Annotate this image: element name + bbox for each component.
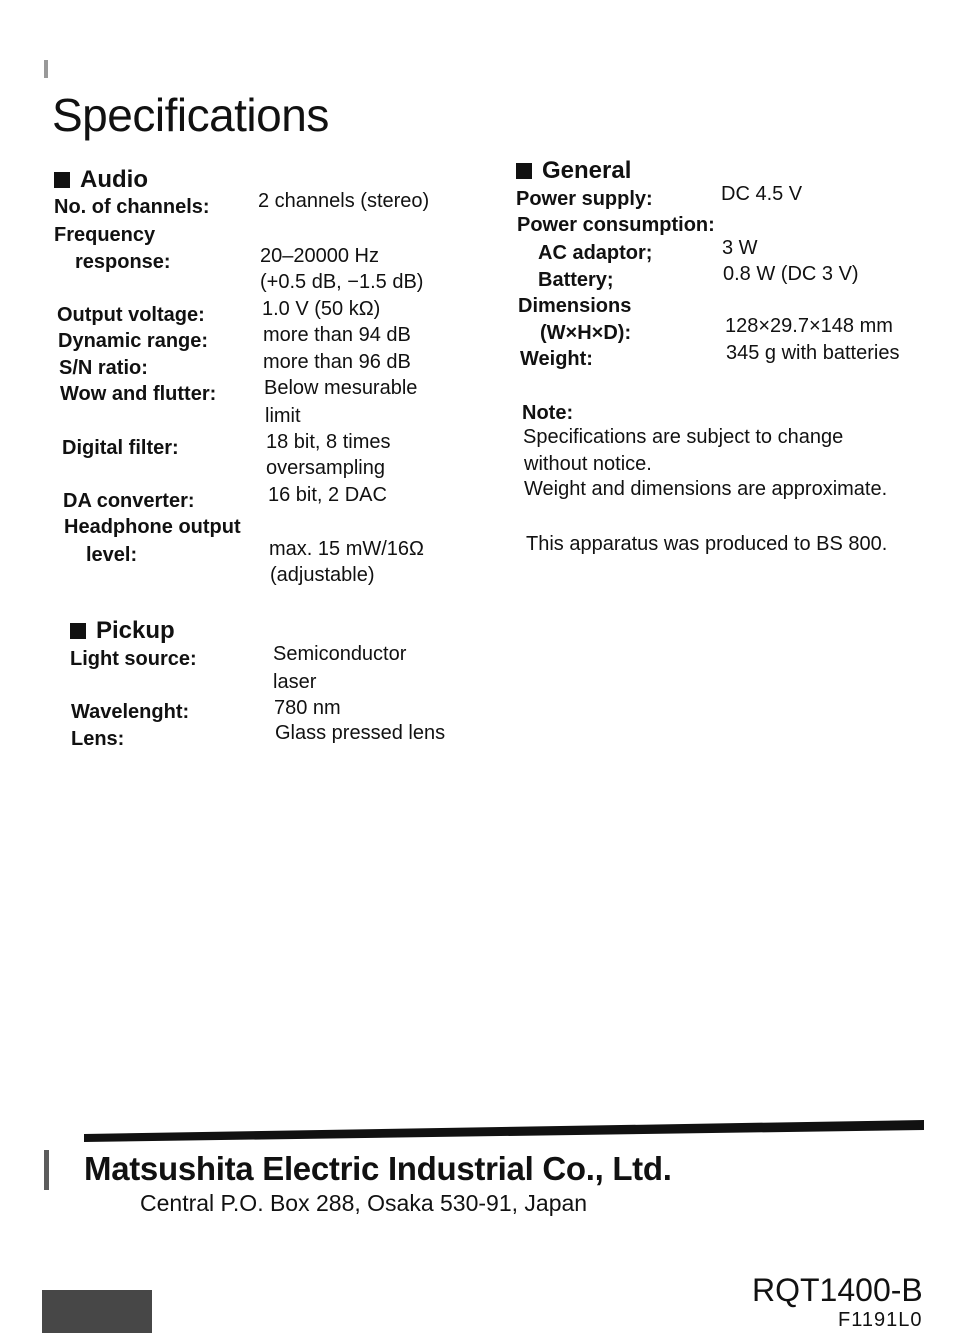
company-address: Central P.O. Box 288, Osaka 530-91, Japan xyxy=(140,1190,588,1216)
spec-label: Weight: xyxy=(520,348,593,370)
spec-value: limit xyxy=(265,405,301,427)
footer-rule-shape xyxy=(84,1120,924,1142)
scan-artifact xyxy=(44,60,48,78)
spec-value: 128×29.7×148 mm xyxy=(725,315,893,337)
spec-value: 16 bit, 2 DAC xyxy=(268,484,387,506)
spec-label: Power consumption: xyxy=(517,214,715,236)
spec-value: 0.8 W (DC 3 V) xyxy=(723,263,859,285)
audio-heading-label: Audio xyxy=(80,166,148,193)
spec-value: Below mesurable xyxy=(264,377,418,399)
spec-value: laser xyxy=(273,671,317,693)
spec-label: Power supply: xyxy=(516,188,653,210)
spec-label: DA converter: xyxy=(63,490,195,512)
spec-value: 2 channels (stereo) xyxy=(258,190,430,212)
spec-value: 345 g with batteries xyxy=(726,342,900,364)
spec-value: DC 4.5 V xyxy=(721,183,803,205)
spec-label: level: xyxy=(86,544,138,566)
note-line: without notice. xyxy=(524,453,652,475)
spec-label: Wow and flutter: xyxy=(60,383,217,405)
spec-label: Light source: xyxy=(70,648,197,670)
spec-value: 1.0 V (50 kΩ) xyxy=(262,298,381,320)
spec-label: Wavelenght: xyxy=(71,701,190,723)
spec-value: (adjustable) xyxy=(270,564,375,586)
spec-label: S/N ratio: xyxy=(59,357,148,379)
spec-value: oversampling xyxy=(266,457,385,479)
audio-heading xyxy=(54,166,148,194)
square-bullet-icon xyxy=(54,172,70,188)
spec-value: 780 nm xyxy=(274,697,341,719)
spec-label: AC adaptor; xyxy=(538,242,653,264)
spec-label: Frequency xyxy=(54,224,156,246)
note-line: Weight and dimensions are approximate. xyxy=(524,478,888,500)
scan-artifact xyxy=(42,1290,152,1333)
spec-label: Dynamic range: xyxy=(58,330,209,352)
spec-value: 20–20000 Hz xyxy=(260,245,379,267)
footer-rule xyxy=(84,1120,924,1142)
bs-statement: This apparatus was produced to BS 800. xyxy=(526,533,888,555)
spec-value: 3 W xyxy=(722,237,758,259)
spec-value: 18 bit, 8 times xyxy=(266,431,391,453)
spec-value: more than 94 dB xyxy=(263,324,411,346)
spec-value: max. 15 mW/16Ω xyxy=(269,538,424,560)
general-heading xyxy=(516,157,631,185)
spec-label: No. of channels: xyxy=(54,196,210,218)
spec-label: (W×H×D): xyxy=(540,322,632,344)
spec-value: Glass pressed lens xyxy=(275,722,446,744)
spec-label: response: xyxy=(75,251,171,273)
spec-label: Headphone output xyxy=(64,516,241,538)
general-heading-label: General xyxy=(542,157,632,184)
note-heading: Note: xyxy=(522,402,574,424)
square-bullet-icon xyxy=(516,163,532,179)
pickup-heading-label: Pickup xyxy=(96,617,175,644)
document-code: F1191L0 xyxy=(838,1309,923,1331)
spec-label: Digital filter: xyxy=(62,437,179,459)
scan-artifact xyxy=(44,1150,49,1190)
spec-value: Semiconductor xyxy=(273,643,407,665)
model-number: RQT1400-B xyxy=(752,1272,923,1308)
spec-label: Lens: xyxy=(71,728,125,750)
pickup-heading xyxy=(70,617,175,645)
spec-label: Output voltage: xyxy=(57,304,205,326)
company-name: Matsushita Electric Industrial Co., Ltd. xyxy=(84,1150,672,1187)
square-bullet-icon xyxy=(70,623,86,639)
page-title: Specifications xyxy=(52,89,329,141)
spec-value: (+0.5 dB, −1.5 dB) xyxy=(260,271,424,293)
spec-label: Battery; xyxy=(538,269,614,291)
note-line: Specifications are subject to change xyxy=(523,426,844,448)
spec-value: more than 96 dB xyxy=(263,351,411,373)
spec-label: Dimensions xyxy=(518,295,632,317)
